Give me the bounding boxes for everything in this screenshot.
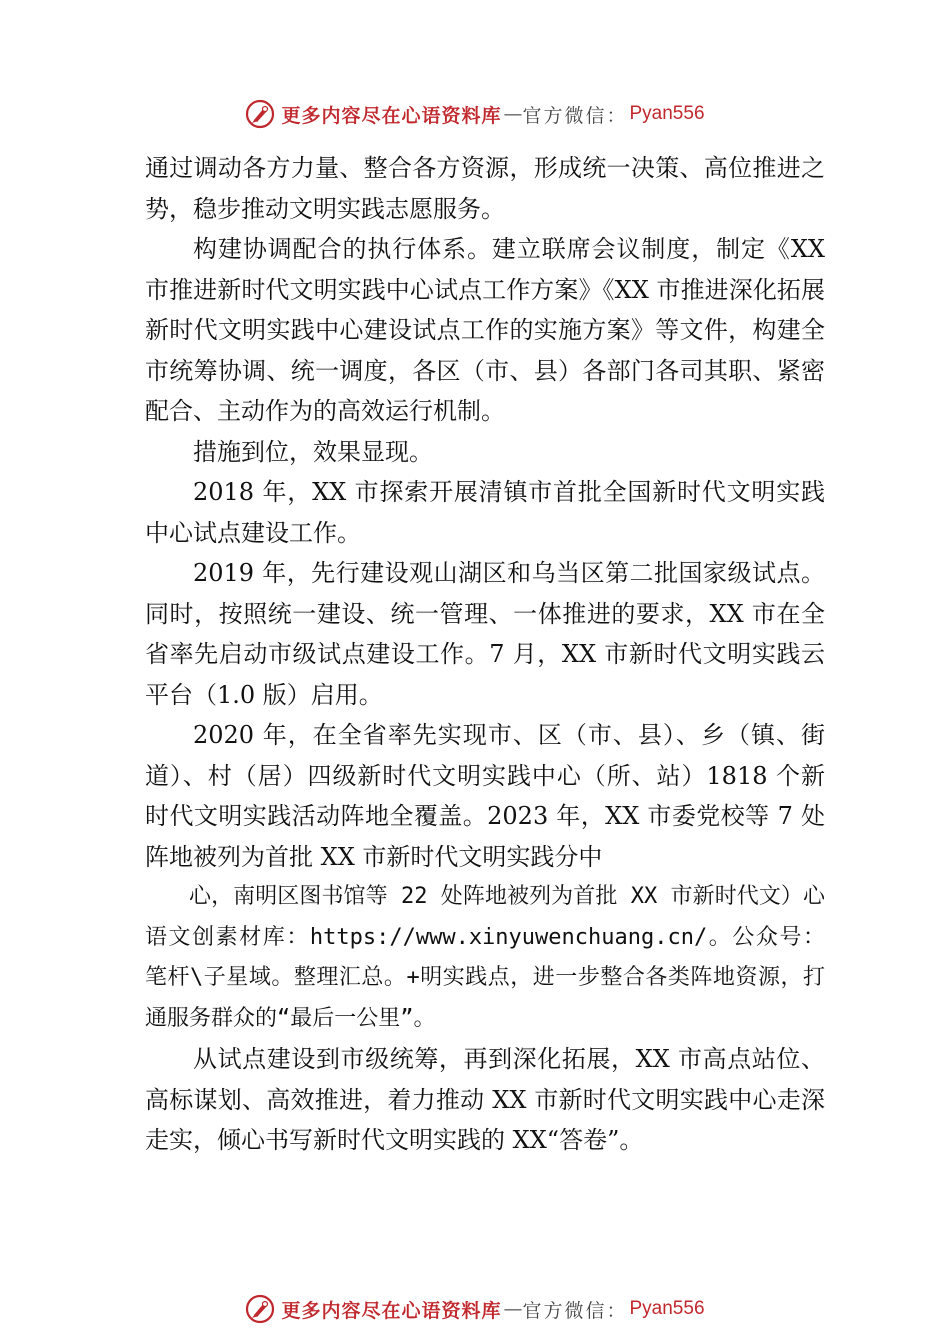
paragraph: 措施到位，效果显现。 [193,437,433,466]
watermark-wechat-id: Pyan556 [629,103,705,124]
pen-nib-logo-icon [245,1294,275,1324]
watermark-wechat-label: 官方微信： [522,104,628,127]
watermark-brand: 更多内容尽在心语资料库 [281,1299,502,1322]
watermark-wechat-id: Pyan556 [629,1298,705,1319]
paragraph: 心，南明区图书馆等 22 处阵地被列为首批 XX 市新时代文）心语文创素材库：https://www.xinyuwenchuang.cn/。公众号：笔杆\子星域。整理汇总。+明实践点，进一步整合各类阵地资源，打通服务群众的“最后一公里”。 [145,884,825,1031]
watermark-separator: — [503,1298,523,1320]
document-body [145,148,825,1161]
header-watermark [0,97,950,131]
paragraph: 从试点建设到市级统筹，再到深化拓展，XX 市高点站位、高标谋划、高效推进，着力推动 XX 市新时代文明实践中心走深走实，倾心书写新时代文明实践的 XX“答卷”。 [145,1045,825,1154]
paragraph: 通过调动各方力量、整合各方资源，形成统一决策、高位推进之势，稳步推动文明实践志愿服务。 [145,154,825,223]
pen-nib-logo-icon [245,99,275,129]
watermark-wechat-label: 官方微信： [522,1299,628,1322]
paragraph: 2020 年，在全省率先实现市、区（市、县）、乡（镇、街道）、村（居）四级新时代文明实践中心（所、站）1818 个新时代文明实践活动阵地全覆盖。2023 年，XX 市委党校等 7 处阵地被列为首批 XX 市新时代文明实践分中 [145,721,825,871]
paragraph: 2018 年，XX 市探索开展清镇市首批全国新时代文明实践中心试点建设工作。 [145,478,825,547]
paragraph: 构建协调配合的执行体系。建立联席会议制度，制定《XX 市推进新时代文明实践中心试点工作方案》《XX 市推进深化拓展新时代文明实践中心建设试点工作的实施方案》等文件，构建全市统筹协调、统一调度，各区（市、县）各部门各司其职、紧密配合、主动作为的高效运行机制。 [145,235,825,425]
watermark-brand: 更多内容尽在心语资料库 [281,104,502,127]
paragraph: 2019 年，先行建设观山湖区和乌当区第二批国家级试点。同时，按照统一建设、统一管理、一体推进的要求，XX 市在全省率先启动市级试点建设工作。7 月，XX 市新时代文明实践云平台（1.0 版）启用。 [145,559,825,709]
watermark-separator: — [503,103,523,125]
footer-watermark [0,1292,950,1326]
